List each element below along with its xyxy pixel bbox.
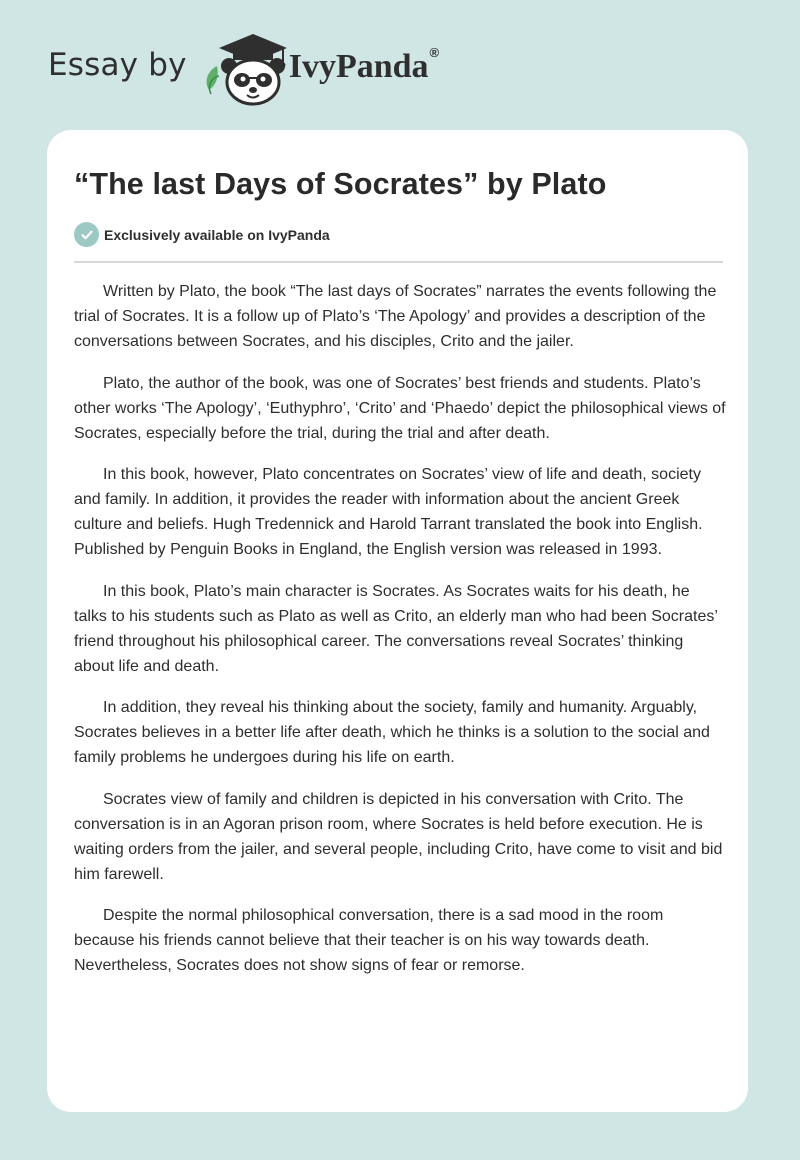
paragraph: Written by Plato, the book “The last days of Socrates” narrates the events following the trial of Socrates. It is a follow up of Plato’s ‘The Apology’ and provides a description of the conversations between Socrates, and his disciples, Crito and the jailer. bbox=[74, 283, 717, 350]
essay-body bbox=[74, 279, 726, 995]
paragraph: In addition, they reveal his thinking about the society, family and humanity. Arguably, Socrates believes in a better life after death, which he thinks is a solution to the social and family problems he undergoes during his life on earth. bbox=[74, 699, 710, 766]
check-circle-icon bbox=[74, 222, 99, 247]
site-header bbox=[48, 30, 439, 110]
paragraph: Despite the normal philosophical conversation, there is a sad mood in the room because his friends cannot believe that their teacher is on his way towards death. Nevertheless, Socrates does not show signs of fear or remorse. bbox=[74, 907, 664, 974]
registered-mark: ® bbox=[429, 44, 440, 60]
paragraph: In this book, however, Plato concentrates on Socrates’ view of life and death, society and family. In addition, it provides the reader with information about the ancient Greek culture and beliefs. Hugh Tredennick and Harold Tarrant translated the book into English. Published by Penguin Books in England, the English version was released in 1993. bbox=[74, 466, 703, 558]
essay-title: “The last Days of Socrates” by Plato bbox=[74, 167, 607, 201]
panda-graduate-icon[interactable] bbox=[201, 30, 287, 110]
brand-prefix: Essay by bbox=[48, 47, 187, 83]
exclusive-badge bbox=[74, 222, 330, 247]
exclusive-badge-label: Exclusively available on IvyPanda bbox=[104, 226, 330, 243]
brand-name[interactable]: IvyPanda bbox=[288, 48, 429, 85]
paragraph: In this book, Plato’s main character is Socrates. As Socrates waits for his death, he talks to his students such as Plato as well as Crito, an elderly man who had been Socrates’ friend throughout his philosophical career. The conversations reveal Socrates’ thinking about life and death. bbox=[74, 582, 718, 675]
essay-card bbox=[47, 130, 748, 1112]
paragraph: Socrates view of family and children is depicted in his conversation with Crito. The conversation is in an Agoran prison room, where Socrates is held before execution. He is waiting orders from the jailer, and several people, including Crito, have come to visit and bid him farewell. bbox=[74, 790, 723, 883]
paragraph: Plato, the author of the book, was one of Socrates’ best friends and students. Plato’s other works ‘The Apology’, ‘Euthyphro’, ‘Crito’ and ‘Phaedo’ depict the philosophical views of Socrates, especially before the trial, during the trial and after death. bbox=[74, 374, 726, 442]
title-divider bbox=[74, 261, 723, 263]
